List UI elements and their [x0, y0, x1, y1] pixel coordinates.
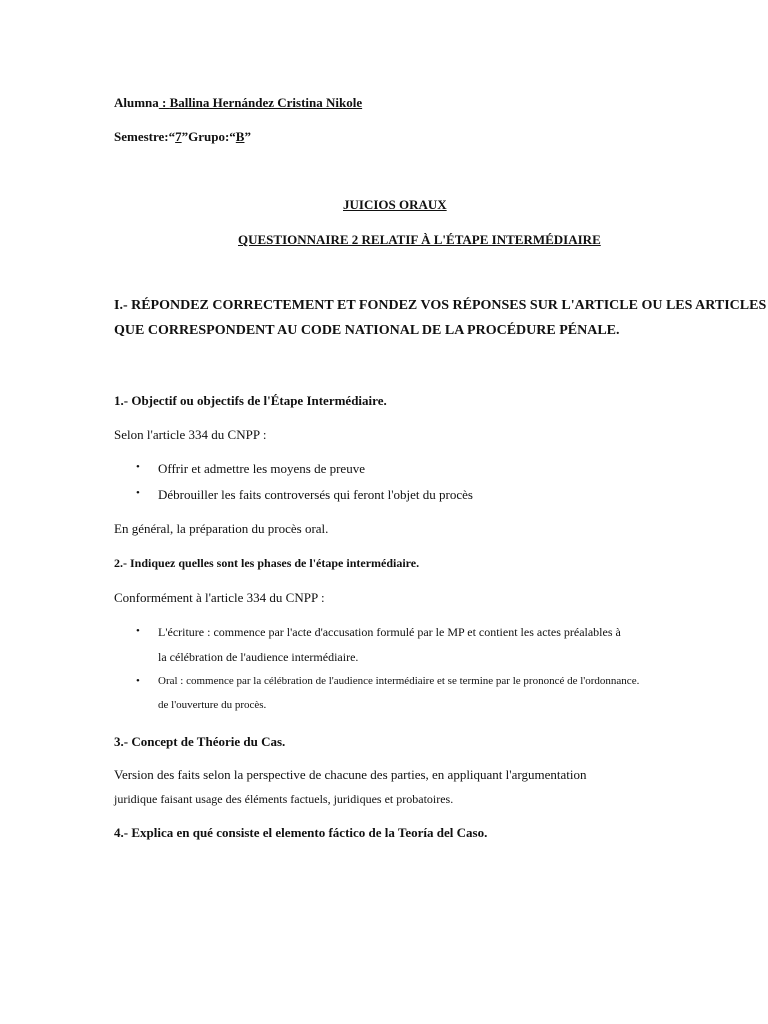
bullet-icon: • [136, 487, 140, 499]
group-value: B [235, 129, 245, 144]
student-separator: : [158, 95, 170, 110]
semester-group-line [114, 129, 251, 145]
semester-label: Semestre:“ [114, 129, 176, 144]
semester-value: 7 [175, 129, 182, 144]
section-heading-line2: QUE CORRESPONDENT AU CODE NATIONAL DE LA PROCÉDURE PÉNALE. [114, 323, 620, 338]
group-label: ”Grupo:“ [181, 129, 236, 144]
question-1: 1.- Objectif ou objectifs de l'Étape Intermédiaire. [114, 393, 387, 408]
bullet-icon: • [136, 461, 140, 473]
document-subtitle: QUESTIONNAIRE 2 RELATIF À L'ÉTAPE INTERMÉDIAIRE [238, 232, 601, 247]
student-line [114, 95, 362, 111]
q1-intro: Selon l'article 334 du CNPP : [114, 427, 267, 442]
bullet-icon: • [136, 625, 140, 637]
student-name: Ballina Hernández Cristina Nikole [169, 95, 363, 110]
q1-bullet-1: Offrir et admettre les moyens de preuve [158, 461, 365, 476]
question-4: 4.- Explica en qué consiste el elemento fáctico de la Teoría del Caso. [114, 825, 488, 840]
question-3: 3.- Concept de Théorie du Cas. [114, 734, 286, 749]
q1-bullet-2: Débrouiller les faits controversés qui feront l'objet du procès [158, 487, 473, 502]
q2-bullet-2-line2: de l'ouverture du procès. [158, 699, 267, 711]
question-2: 2.- Indiquez quelles sont les phases de l'étape intermédiaire. [114, 556, 420, 570]
q3-answer-line1: Version des faits selon la perspective de chacune des parties, en appliquant l'argumentation [114, 767, 587, 782]
group-close: ” [244, 129, 251, 144]
q2-bullet-1-line1: L'écriture : commence par l'acte d'accusation formulé par le MP et contient les actes préalables à [158, 625, 621, 639]
q2-intro: Conformément à l'article 334 du CNPP : [114, 590, 325, 605]
section-heading-line1: I.- RÉPONDEZ CORRECTEMENT ET FONDEZ VOS RÉPONSES SUR L'ARTICLE OU LES ARTICLES [114, 298, 767, 313]
q2-bullet-2-line1: Oral : commence par la célébration de l'audience intermédiaire et se termine par le prononcé de l'ordonnance. [158, 675, 640, 687]
q2-bullet-1-line2: la célébration de l'audience intermédiaire. [158, 650, 359, 664]
q1-conclusion: En général, la préparation du procès oral. [114, 521, 329, 536]
bullet-icon: • [136, 675, 140, 687]
q3-answer-line2: juridique faisant usage des éléments factuels, juridiques et probatoires. [114, 792, 454, 806]
document-title: JUICIOS ORAUX [343, 197, 447, 212]
student-label: Alumna [114, 95, 159, 110]
